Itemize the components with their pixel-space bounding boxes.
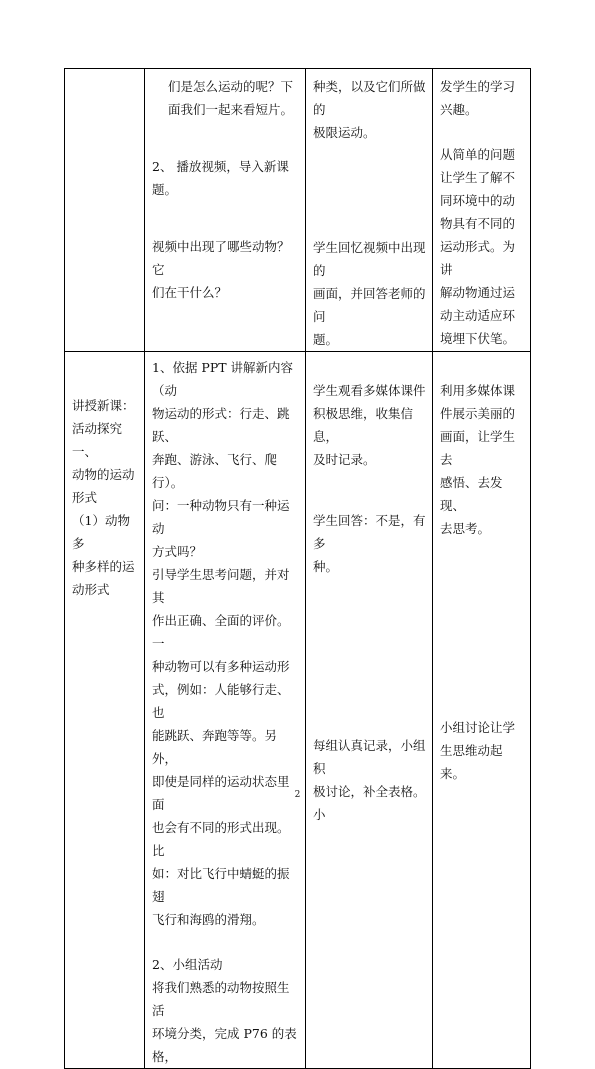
text-line: 解动物通过运 xyxy=(440,285,516,300)
cell-teacher-activity xyxy=(145,69,306,352)
text-line: 种类，以及它们所做的 xyxy=(313,79,426,117)
text-line: 飞行和海鸥的滑翔。 xyxy=(152,912,265,927)
table-row-new-lesson xyxy=(65,352,531,1069)
text-line: 题。 xyxy=(313,332,339,347)
teacher-intro-text xyxy=(152,75,299,121)
stage-line: 活动探究一、 xyxy=(72,421,123,459)
student-answer-text xyxy=(313,509,426,578)
text-line: 方式吗？ xyxy=(152,544,203,559)
text-line: 物具有不同的 xyxy=(440,216,516,231)
text-line: 极限运动。 xyxy=(313,125,376,140)
student-group-text xyxy=(313,734,426,826)
text-line: 让学生了解不 xyxy=(440,170,516,185)
text-line: 利用多媒体课 xyxy=(440,383,516,398)
intent-group-text xyxy=(440,716,524,785)
text-line: 即使是同样的运动状态里面 xyxy=(152,774,290,812)
cell-teacher-activity xyxy=(145,352,306,1069)
text-line: 物运动的形式：行走、跳跃、 xyxy=(152,406,290,444)
student-top-text xyxy=(313,75,426,144)
text-line: 将我们熟悉的动物按照生活 xyxy=(152,980,290,1018)
intent-top-text xyxy=(440,75,524,121)
student-observe-text xyxy=(313,379,426,471)
text-line: 从简单的问题 xyxy=(440,147,516,162)
text-line: 去思考。 xyxy=(440,521,491,536)
table-row-intro xyxy=(65,69,531,352)
text-line: 发学生的学习 xyxy=(440,79,516,94)
text-line: 种动物可以有多种运动形 xyxy=(152,659,290,674)
cell-stage-empty xyxy=(65,69,145,352)
text-line: 兴趣。 xyxy=(440,102,478,117)
teacher-explain-text xyxy=(152,356,299,931)
text-line: 境埋下伏笔。 xyxy=(440,331,516,346)
stage-line: 动形式 xyxy=(72,582,110,597)
text-line: 学生观看多媒体课件 xyxy=(313,383,426,398)
teacher-question-text xyxy=(152,235,299,304)
intent-purpose-text xyxy=(440,143,524,350)
stage-line: 讲授新课： xyxy=(72,398,135,413)
text-line: 1、依据 PPT 讲解新内容（动 xyxy=(152,360,294,398)
cell-student-activity xyxy=(306,69,433,352)
lesson-plan-table xyxy=(64,68,531,1069)
text-line: 生思维动起来。 xyxy=(440,743,503,781)
text-line: 小组讨论让学 xyxy=(440,720,516,735)
cell-design-intent xyxy=(433,69,531,352)
text-line: 作出正确、全面的评价。一 xyxy=(152,613,290,651)
text-line: 运动形式。为讲 xyxy=(440,239,516,277)
text-line: 件展示美丽的 xyxy=(440,406,516,421)
text-line: 及时记录。 xyxy=(313,452,376,467)
page-number: 2 xyxy=(294,790,301,800)
text-line: 极讨论，补全表格。小 xyxy=(313,784,426,822)
text-line: 视频中出现了哪些动物？它 xyxy=(152,239,290,277)
cell-design-intent xyxy=(433,352,531,1069)
intent-media-text xyxy=(440,379,524,540)
text-line: 同环境中的动 xyxy=(440,193,516,208)
text-line: 们是怎么运动的呢？下 xyxy=(168,79,294,94)
text-line: 感悟、去发现、 xyxy=(440,475,503,513)
text-line: 每组认真记录，小组积 xyxy=(313,738,426,776)
text-line: 种。 xyxy=(313,559,339,574)
text-line: 如：对比飞行中蜻蜓的振翅 xyxy=(152,866,290,904)
text-line: 能跳跃、奔跑等等。另外， xyxy=(152,728,278,766)
text-line: 学生回答：不是，有多 xyxy=(313,513,426,551)
cell-student-activity xyxy=(306,352,433,1069)
text-line: 积极思维，收集信息， xyxy=(313,406,414,444)
text-line: 也会有不同的形式出现。比 xyxy=(152,820,290,858)
stage-line: 动物的运动 xyxy=(72,467,135,482)
text-line: 画面，让学生去 xyxy=(440,429,516,467)
text-line: 环境分类，完成 P76 的表格， xyxy=(152,1026,297,1064)
text-line: 面我们一起来看短片。 xyxy=(168,102,294,117)
stage-line: 种多样的运 xyxy=(72,559,135,574)
stage-line: （1）动物多 xyxy=(72,513,130,551)
text-line: 动主动适应环 xyxy=(440,308,516,323)
teacher-step-text: 2、 播放视频，导入新课题。 xyxy=(152,159,289,197)
text-line: 问：一种动物只有一种运动 xyxy=(152,498,290,536)
text-line: 2、小组活动 xyxy=(152,957,223,972)
text-line: 引导学生思考问题，并对其 xyxy=(152,567,290,605)
stage-line: 形式 xyxy=(72,490,98,505)
text-line: 画面，并回答老师的问 xyxy=(313,286,426,324)
teacher-group-text xyxy=(152,953,299,1068)
cell-stage-label xyxy=(65,352,145,1069)
text-line: 式，例如：人能够行走、也 xyxy=(152,682,290,720)
text-line: 们在干什么？ xyxy=(152,285,228,300)
student-answer-text xyxy=(313,236,426,351)
text-line: 奔跑、游泳、飞行、爬行）。 xyxy=(152,452,278,490)
text-line: 学生回忆视频中出现的 xyxy=(313,240,426,278)
